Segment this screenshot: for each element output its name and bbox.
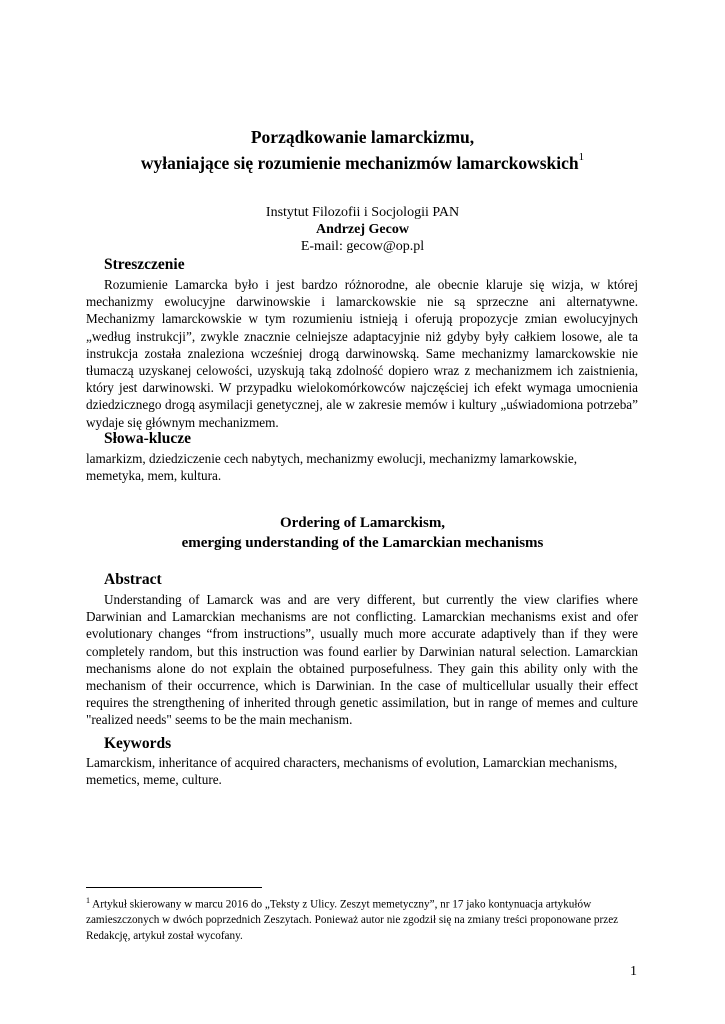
footnote-text: Artykuł skierowany w marcu 2016 do „Teksty z Ulicy. Zeszyt memetyczny”, nr 17 jako kontynuacja artykułów zamieszczonych w dwóch poprzednich Zeszytach. Ponieważ autor nie zgodził się na zmiany treści proponowane przez Redakcję, artykuł został wycofany. <box>86 898 619 942</box>
english-keywords-heading: Keywords <box>104 735 172 752</box>
polish-title-line2: wyłaniające się rozumienie mechanizmów lamarckowskich$^1$ <box>140 151 585 173</box>
footnote-mark: 1 <box>86 896 90 905</box>
english-title-line2: emerging understanding of the Lamarckian mechanisms <box>181 535 544 551</box>
title-footnote-mark[interactable]: 1 <box>578 151 585 163</box>
english-abstract-text: Understanding of Lamarck was and are very different, but currently the view clarifies where Darwinian and Lamarckian mechanisms are not conflicting. Lamarckian mechanisms exist and ofer evolutionary changes “from instructions”, usually much more accurate adaptively than if they were completely random, but this instruction was found earlier by Darwinian natural selection. Lamarckian mechanisms alone do not explain the obtained purposefulness. They gain this ability only with the mechanism of their occurrence, which is Darwinian. In the case of multicellular usually their effect requires the strengthening of inherited through genetic assimilation, but in range of memes and culture "realized needs" seems to be the main mechanism. <box>86 592 638 728</box>
institute: Instytut Filozofii i Socjologii PAN <box>265 205 460 220</box>
author: Andrzej Gecow <box>316 222 409 237</box>
footnote-separator <box>86 887 262 888</box>
polish-keywords: lamarkizm, dziedziczenie cech nabytych, mechanizmy ewolucji, mechanizmy lamarkowskie, memetyka, mem, kultura. <box>86 451 578 484</box>
page-number: 1 <box>630 964 637 979</box>
polish-title-line1: Porządkowanie lamarckizmu, <box>250 127 475 147</box>
polish-keywords-heading: Słowa-klucze <box>104 430 191 447</box>
english-title-line1: Ordering of Lamarckism, <box>279 515 446 531</box>
english-keywords: Lamarckism, inheritance of acquired characters, mechanisms of evolution, Lamarckian mechanisms, memetics, meme, culture. <box>86 755 618 788</box>
polish-abstract-heading: Streszczenie <box>104 256 185 273</box>
email[interactable]: E-mail: gecow@op.pl <box>300 239 425 254</box>
english-title <box>60 513 665 553</box>
polish-abstract-text: Rozumienie Lamarcka było i jest bardzo różnorodne, ale obecnie klaruje się wizja, w której mechanizmy ewolucyjne darwinowskie i lamarckowskie nie są sprzeczne ani alternatywne. Mechanizmy lamarckowskie w tym rozumieniu istnieją i oferują propozycje zmian ewolucyjnych „według instrukcji”, zwykle znacznie celniejsze adaptacyjnie niż gdyby były całkiem losowe, ale ta instrukcja została znaleziona wcześniej drogą darwinowską. Same mechanizmy lamarckowskie nie tłumaczą uzyskanej celowości, uzyskują taką zdolność dopiero wraz z mechanizmem ich zaistnienia, który jest darwinowski. W przypadku wielokomórkowców najczęściej ich efekt wymaga umocnienia dziedzicznego drogą asymilacji genetycznej, ale w zakresie memów i kultury „uświadomiona potrzeba” wydaje się głównym mechanizmem. <box>86 277 638 430</box>
english-abstract-heading: Abstract <box>104 571 162 588</box>
polish-title <box>60 126 665 174</box>
footnote <box>86 893 641 944</box>
